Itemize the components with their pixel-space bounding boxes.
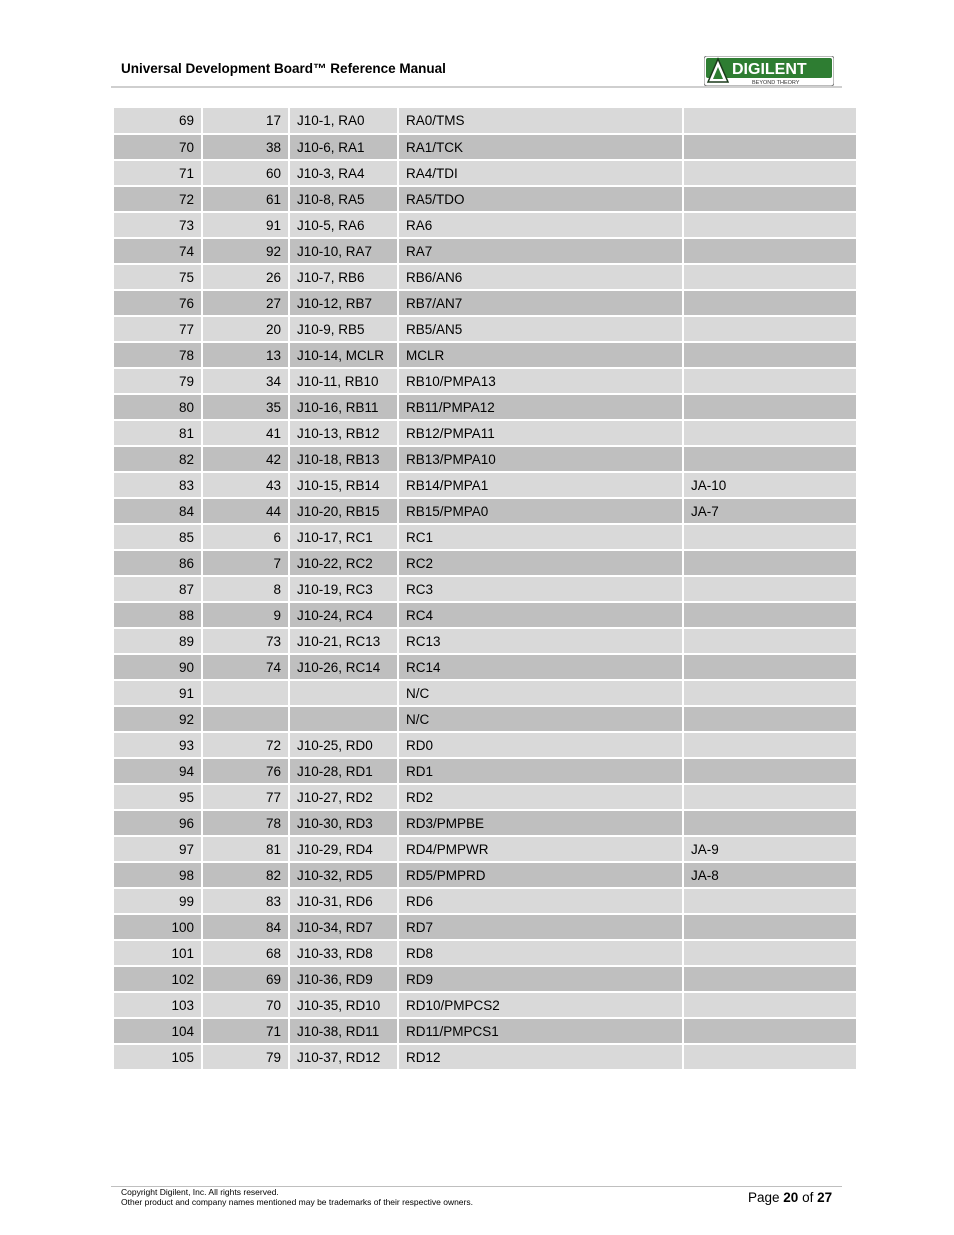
connector-cell: J10-12, RB7	[289, 290, 398, 316]
row-index-cell: 76	[114, 290, 202, 316]
page-of: of	[802, 1190, 814, 1205]
peripheral-cell	[683, 888, 857, 914]
pin-number-cell: 35	[202, 394, 289, 420]
table-row	[114, 628, 857, 654]
signal-cell: RC4	[398, 602, 683, 628]
signal-cell: RC2	[398, 550, 683, 576]
page-number	[748, 1190, 832, 1205]
table-row	[114, 836, 857, 862]
connector-cell	[289, 680, 398, 706]
pin-number-cell: 7	[202, 550, 289, 576]
signal-cell: RD2	[398, 784, 683, 810]
peripheral-cell	[683, 810, 857, 836]
row-index-cell: 97	[114, 836, 202, 862]
connector-cell: J10-24, RC4	[289, 602, 398, 628]
page-label: Page	[748, 1190, 780, 1205]
row-index-cell: 94	[114, 758, 202, 784]
connector-cell: J10-22, RC2	[289, 550, 398, 576]
table-row	[114, 576, 857, 602]
pin-number-cell: 77	[202, 784, 289, 810]
pin-map-table	[114, 108, 858, 1071]
peripheral-cell	[683, 680, 857, 706]
signal-cell: RC13	[398, 628, 683, 654]
connector-cell: J10-26, RC14	[289, 654, 398, 680]
table-row	[114, 732, 857, 758]
table-row	[114, 862, 857, 888]
table-row	[114, 1044, 857, 1070]
pin-map-rows	[114, 108, 857, 1070]
row-index-cell: 98	[114, 862, 202, 888]
row-index-cell: 73	[114, 212, 202, 238]
row-index-cell: 105	[114, 1044, 202, 1070]
peripheral-cell	[683, 524, 857, 550]
signal-cell: RD6	[398, 888, 683, 914]
peripheral-cell	[683, 160, 857, 186]
table-row	[114, 368, 857, 394]
table-row	[114, 914, 857, 940]
connector-cell: J10-20, RB15	[289, 498, 398, 524]
pin-number-cell: 68	[202, 940, 289, 966]
peripheral-cell	[683, 446, 857, 472]
table-row	[114, 290, 857, 316]
pin-number-cell: 34	[202, 368, 289, 394]
header-divider	[111, 86, 842, 88]
row-index-cell: 86	[114, 550, 202, 576]
row-index-cell: 89	[114, 628, 202, 654]
signal-cell: RA7	[398, 238, 683, 264]
peripheral-cell	[683, 966, 857, 992]
table-row	[114, 1018, 857, 1044]
signal-cell: N/C	[398, 680, 683, 706]
connector-cell: J10-28, RD1	[289, 758, 398, 784]
row-index-cell: 77	[114, 316, 202, 342]
row-index-cell: 72	[114, 186, 202, 212]
logo-wordmark: DIGILENT	[732, 61, 807, 78]
table-row	[114, 758, 857, 784]
connector-cell: J10-35, RD10	[289, 992, 398, 1018]
copyright-notice	[121, 1187, 473, 1207]
table-row	[114, 264, 857, 290]
peripheral-cell	[683, 264, 857, 290]
pin-number-cell: 13	[202, 342, 289, 368]
signal-cell: RA0/TMS	[398, 108, 683, 134]
connector-cell: J10-10, RA7	[289, 238, 398, 264]
pin-number-cell: 83	[202, 888, 289, 914]
table-row	[114, 706, 857, 732]
connector-cell: J10-37, RD12	[289, 1044, 398, 1070]
row-index-cell: 104	[114, 1018, 202, 1044]
row-index-cell: 71	[114, 160, 202, 186]
signal-cell: RD5/PMPRD	[398, 862, 683, 888]
peripheral-cell	[683, 992, 857, 1018]
signal-cell: RD11/PMPCS1	[398, 1018, 683, 1044]
table-row	[114, 602, 857, 628]
pin-number-cell: 42	[202, 446, 289, 472]
signal-cell: RD7	[398, 914, 683, 940]
pin-number-cell: 27	[202, 290, 289, 316]
peripheral-cell	[683, 1044, 857, 1070]
row-index-cell: 91	[114, 680, 202, 706]
connector-cell: J10-31, RD6	[289, 888, 398, 914]
pin-number-cell: 20	[202, 316, 289, 342]
row-index-cell: 83	[114, 472, 202, 498]
connector-cell: J10-19, RC3	[289, 576, 398, 602]
connector-cell: J10-30, RD3	[289, 810, 398, 836]
table-row	[114, 550, 857, 576]
row-index-cell: 96	[114, 810, 202, 836]
row-index-cell: 74	[114, 238, 202, 264]
row-index-cell: 101	[114, 940, 202, 966]
pin-number-cell: 69	[202, 966, 289, 992]
peripheral-cell	[683, 108, 857, 134]
pin-number-cell	[202, 706, 289, 732]
connector-cell: J10-33, RD8	[289, 940, 398, 966]
peripheral-cell	[683, 316, 857, 342]
pin-number-cell: 71	[202, 1018, 289, 1044]
signal-cell: RA1/TCK	[398, 134, 683, 160]
row-index-cell: 79	[114, 368, 202, 394]
pin-number-cell: 41	[202, 420, 289, 446]
connector-cell: J10-7, RB6	[289, 264, 398, 290]
connector-cell: J10-9, RB5	[289, 316, 398, 342]
row-index-cell: 103	[114, 992, 202, 1018]
pin-number-cell: 44	[202, 498, 289, 524]
pin-number-cell: 79	[202, 1044, 289, 1070]
peripheral-cell	[683, 212, 857, 238]
pin-number-cell: 17	[202, 108, 289, 134]
table-row	[114, 784, 857, 810]
signal-cell: RD0	[398, 732, 683, 758]
table-row	[114, 498, 857, 524]
peripheral-cell	[683, 914, 857, 940]
pin-number-cell: 61	[202, 186, 289, 212]
signal-cell: RC14	[398, 654, 683, 680]
page-header-title: Universal Development Board™ Reference Manual	[121, 61, 446, 76]
pin-number-cell: 43	[202, 472, 289, 498]
table-row	[114, 472, 857, 498]
pin-number-cell: 74	[202, 654, 289, 680]
signal-cell: RB12/PMPA11	[398, 420, 683, 446]
peripheral-cell: JA-7	[683, 498, 857, 524]
row-index-cell: 82	[114, 446, 202, 472]
row-index-cell: 80	[114, 394, 202, 420]
table-row	[114, 654, 857, 680]
connector-cell	[289, 706, 398, 732]
pin-number-cell: 6	[202, 524, 289, 550]
table-row	[114, 238, 857, 264]
table-row	[114, 810, 857, 836]
connector-cell: J10-18, RB13	[289, 446, 398, 472]
connector-cell: J10-17, RC1	[289, 524, 398, 550]
peripheral-cell	[683, 1018, 857, 1044]
row-index-cell: 69	[114, 108, 202, 134]
row-index-cell: 70	[114, 134, 202, 160]
signal-cell: MCLR	[398, 342, 683, 368]
signal-cell: RC1	[398, 524, 683, 550]
signal-cell: RB15/PMPA0	[398, 498, 683, 524]
connector-cell: J10-15, RB14	[289, 472, 398, 498]
signal-cell: RB6/AN6	[398, 264, 683, 290]
row-index-cell: 78	[114, 342, 202, 368]
pin-number-cell: 9	[202, 602, 289, 628]
connector-cell: J10-32, RD5	[289, 862, 398, 888]
table-row	[114, 940, 857, 966]
pin-number-cell: 26	[202, 264, 289, 290]
signal-cell: N/C	[398, 706, 683, 732]
row-index-cell: 81	[114, 420, 202, 446]
pin-number-cell: 82	[202, 862, 289, 888]
connector-cell: J10-34, RD7	[289, 914, 398, 940]
logo-tagline: BEYOND THEORY	[752, 80, 800, 86]
signal-cell: RB14/PMPA1	[398, 472, 683, 498]
peripheral-cell	[683, 706, 857, 732]
row-index-cell: 75	[114, 264, 202, 290]
trademark-line: Other product and company names mentioned may be trademarks of their respective owners.	[121, 1197, 473, 1207]
peripheral-cell	[683, 732, 857, 758]
connector-cell: J10-36, RD9	[289, 966, 398, 992]
row-index-cell: 102	[114, 966, 202, 992]
table-row	[114, 108, 857, 134]
signal-cell: RD1	[398, 758, 683, 784]
connector-cell: J10-27, RD2	[289, 784, 398, 810]
signal-cell: RA6	[398, 212, 683, 238]
peripheral-cell	[683, 394, 857, 420]
table-row	[114, 680, 857, 706]
signal-cell: RD8	[398, 940, 683, 966]
pin-number-cell: 84	[202, 914, 289, 940]
connector-cell: J10-3, RA4	[289, 160, 398, 186]
signal-cell: RD12	[398, 1044, 683, 1070]
row-index-cell: 99	[114, 888, 202, 914]
peripheral-cell	[683, 368, 857, 394]
peripheral-cell	[683, 784, 857, 810]
pin-number-cell: 8	[202, 576, 289, 602]
peripheral-cell	[683, 602, 857, 628]
pin-number-cell: 60	[202, 160, 289, 186]
pin-number-cell: 78	[202, 810, 289, 836]
table-row	[114, 888, 857, 914]
pin-number-cell: 76	[202, 758, 289, 784]
peripheral-cell	[683, 420, 857, 446]
signal-cell: RD10/PMPCS2	[398, 992, 683, 1018]
table-row	[114, 966, 857, 992]
table-row	[114, 342, 857, 368]
signal-cell: RD9	[398, 966, 683, 992]
peripheral-cell	[683, 550, 857, 576]
table-row	[114, 394, 857, 420]
signal-cell: RC3	[398, 576, 683, 602]
signal-cell: RB7/AN7	[398, 290, 683, 316]
signal-cell: RD4/PMPWR	[398, 836, 683, 862]
signal-cell: RD3/PMPBE	[398, 810, 683, 836]
table-row	[114, 212, 857, 238]
table-row	[114, 524, 857, 550]
connector-cell: J10-14, MCLR	[289, 342, 398, 368]
table-row	[114, 160, 857, 186]
peripheral-cell	[683, 758, 857, 784]
table-row	[114, 134, 857, 160]
row-index-cell: 88	[114, 602, 202, 628]
row-index-cell: 95	[114, 784, 202, 810]
pin-number-cell: 92	[202, 238, 289, 264]
digilent-logo	[704, 56, 834, 86]
row-index-cell: 87	[114, 576, 202, 602]
signal-cell: RB13/PMPA10	[398, 446, 683, 472]
page-total: 27	[817, 1190, 833, 1205]
peripheral-cell: JA-10	[683, 472, 857, 498]
row-index-cell: 93	[114, 732, 202, 758]
pin-number-cell: 73	[202, 628, 289, 654]
pin-number-cell: 70	[202, 992, 289, 1018]
table-row	[114, 992, 857, 1018]
peripheral-cell	[683, 134, 857, 160]
row-index-cell: 84	[114, 498, 202, 524]
peripheral-cell	[683, 342, 857, 368]
peripheral-cell	[683, 290, 857, 316]
pin-number-cell: 38	[202, 134, 289, 160]
peripheral-cell	[683, 654, 857, 680]
signal-cell: RB5/AN5	[398, 316, 683, 342]
signal-cell: RB11/PMPA12	[398, 394, 683, 420]
row-index-cell: 92	[114, 706, 202, 732]
peripheral-cell	[683, 576, 857, 602]
row-index-cell: 100	[114, 914, 202, 940]
row-index-cell: 85	[114, 524, 202, 550]
connector-cell: J10-38, RD11	[289, 1018, 398, 1044]
connector-cell: J10-13, RB12	[289, 420, 398, 446]
connector-cell: J10-29, RD4	[289, 836, 398, 862]
peripheral-cell	[683, 186, 857, 212]
peripheral-cell	[683, 628, 857, 654]
pin-number-cell: 72	[202, 732, 289, 758]
signal-cell: RA5/TDO	[398, 186, 683, 212]
connector-cell: J10-21, RC13	[289, 628, 398, 654]
peripheral-cell: JA-8	[683, 862, 857, 888]
peripheral-cell: JA-9	[683, 836, 857, 862]
table-row	[114, 316, 857, 342]
peripheral-cell	[683, 940, 857, 966]
connector-cell: J10-25, RD0	[289, 732, 398, 758]
signal-cell: RB10/PMPA13	[398, 368, 683, 394]
connector-cell: J10-16, RB11	[289, 394, 398, 420]
connector-cell: J10-5, RA6	[289, 212, 398, 238]
peripheral-cell	[683, 238, 857, 264]
pin-number-cell	[202, 680, 289, 706]
copyright-line: Copyright Digilent, Inc. All rights reserved.	[121, 1187, 279, 1197]
connector-cell: J10-6, RA1	[289, 134, 398, 160]
row-index-cell: 90	[114, 654, 202, 680]
signal-cell: RA4/TDI	[398, 160, 683, 186]
pin-number-cell: 81	[202, 836, 289, 862]
table-row	[114, 186, 857, 212]
page-current: 20	[783, 1190, 799, 1205]
table-row	[114, 446, 857, 472]
connector-cell: J10-1, RA0	[289, 108, 398, 134]
table-row	[114, 420, 857, 446]
pin-number-cell: 91	[202, 212, 289, 238]
connector-cell: J10-8, RA5	[289, 186, 398, 212]
connector-cell: J10-11, RB10	[289, 368, 398, 394]
